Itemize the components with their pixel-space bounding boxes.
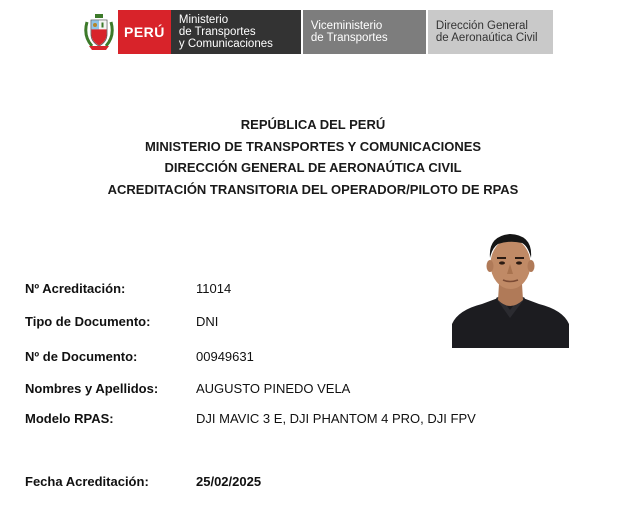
document-type-label: Tipo de Documento: xyxy=(25,314,151,329)
title-accreditation: ACREDITACIÓN TRANSITORIA DEL OPERADOR/PILOTO DE RPAS xyxy=(107,181,519,197)
ministry-line-2: de Transportes xyxy=(178,26,256,38)
vice-ministry-label xyxy=(303,10,426,54)
document-number-label: Nº de Documento: xyxy=(25,349,138,364)
ministry-line-3: y Comunicaciones xyxy=(178,38,273,50)
accreditation-number-label: Nº Acreditación: xyxy=(25,281,126,296)
document-number-value: 00949631 xyxy=(196,349,254,364)
vice-line-1: Viceministerio xyxy=(310,20,383,32)
accreditation-date-label: Fecha Acreditación: xyxy=(25,474,149,489)
title-ministry: MINISTERIO DE TRANSPORTES Y COMUNICACIONES xyxy=(144,138,482,154)
country-badge: PERÚ xyxy=(118,10,171,54)
title-republic: REPÚBLICA DEL PERÚ xyxy=(240,117,386,132)
direction-line-1: Dirección General xyxy=(435,20,528,32)
document-titles xyxy=(0,114,626,200)
title-direction: DIRECCIÓN GENERAL DE AERONAÚTICA CIVIL xyxy=(164,160,462,175)
full-name-label: Nombres y Apellidos: xyxy=(25,381,159,396)
rpas-model-value: DJI MAVIC 3 E, DJI PHANTOM 4 PRO, DJI FPV xyxy=(196,411,476,426)
accreditation-number-value: 11014 xyxy=(196,281,232,296)
vice-line-2: de Transportes xyxy=(310,32,388,44)
direction-label xyxy=(428,10,553,54)
direction-line-2: de Aeronaútica Civil xyxy=(435,32,538,44)
ministry-line-1: Ministerio xyxy=(178,14,229,26)
person-portrait-icon xyxy=(452,228,569,348)
document-type-value: DNI xyxy=(196,314,219,329)
rpas-model-label: Modelo RPAS: xyxy=(25,411,114,426)
institution-banner xyxy=(80,10,553,54)
full-name-value: AUGUSTO PINEDO VELA xyxy=(196,381,351,396)
ministry-label xyxy=(171,10,301,54)
coat-of-arms-icon xyxy=(80,10,118,54)
accreditation-date-value: 25/02/2025 xyxy=(196,474,262,489)
